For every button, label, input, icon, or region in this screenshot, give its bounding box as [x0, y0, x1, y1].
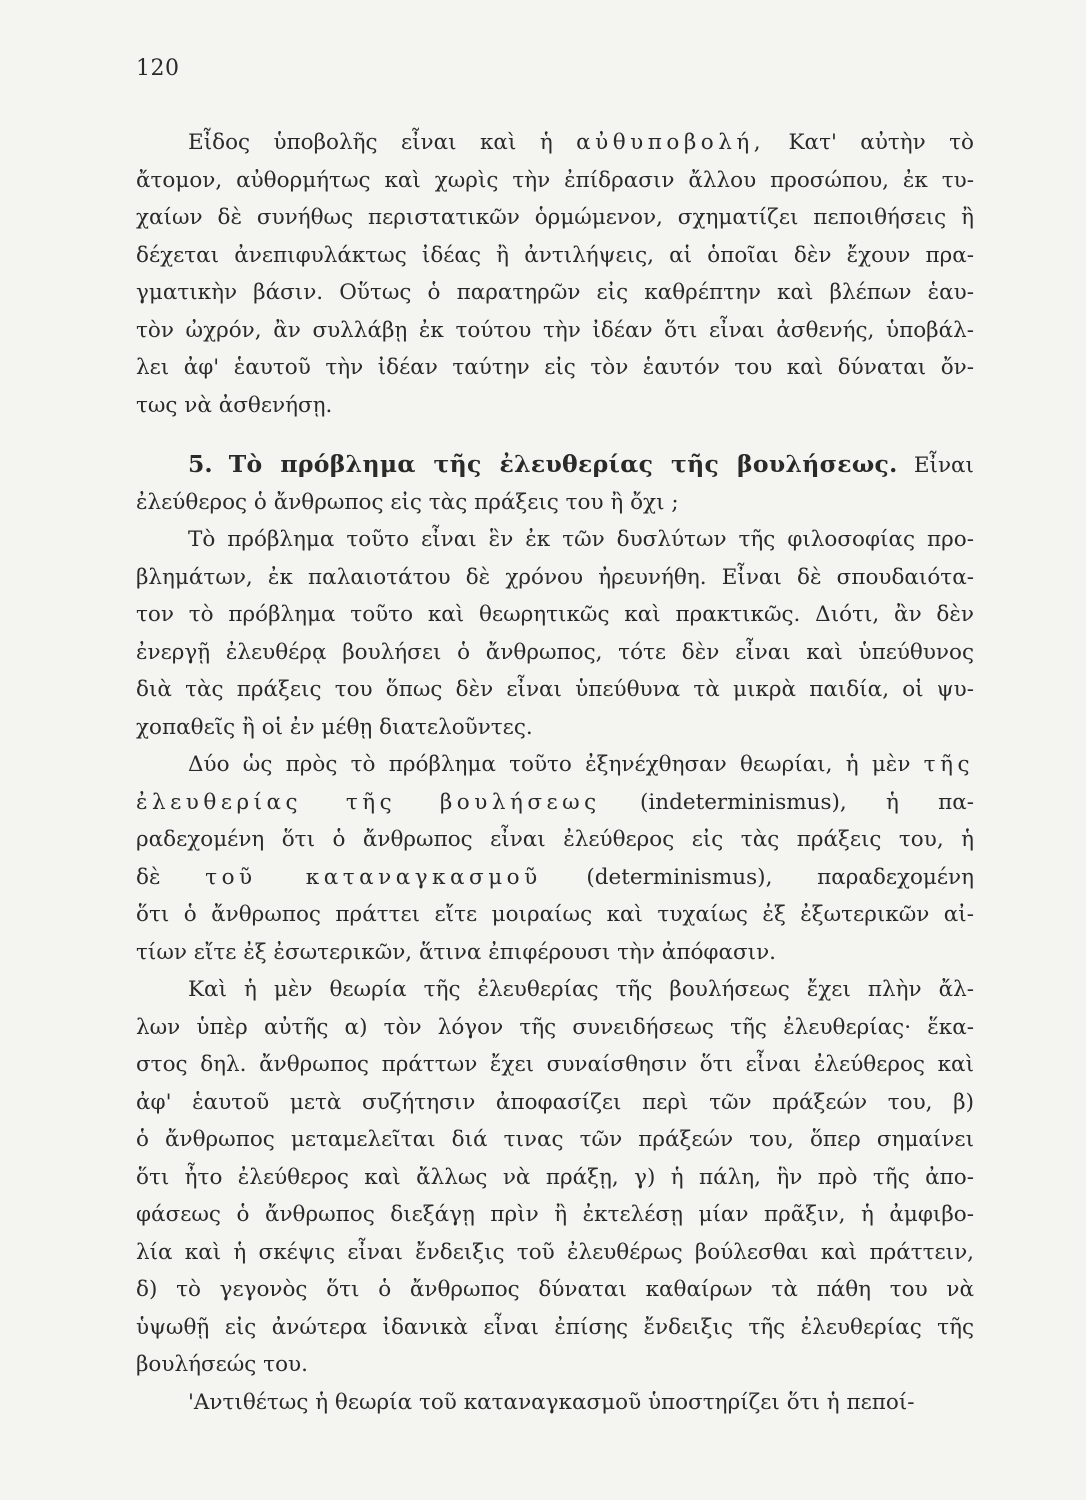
text-line: χαίων δὲ συνήθως περιστατικῶν ὁρμώμενον, σχηματίζει πεποιθήσεις ἢ: [136, 205, 974, 230]
text-segment: Εἶναι: [913, 453, 974, 478]
text-line: ραδεχομένη ὅτι ὁ ἄνθρωπος εἶναι ἐλεύθερος εἰς τὰς πράξεις του, ἡ: [136, 827, 974, 852]
text-line: φάσεως ὁ ἄνθρωπος διεξάγῃ πρὶν ἢ ἐκτελέσῃ μίαν πρᾶξιν, ἡ ἀμφιβο-: [136, 1202, 974, 1227]
section-heading-line: [136, 446, 974, 484]
text-line: Τὸ πρόβλημα τοῦτο εἶναι ἓν ἐκ τῶν δυσλύτων τῆς φιλοσοφίας προ-: [188, 527, 974, 552]
text-line: διὰ τὰς πράξεις του ὅπως δὲν εἶναι ὑπεύθυνα τὰ μικρὰ παιδία, οἱ ψυ-: [136, 677, 974, 702]
text-line: λει ἀφ' ἑαυτοῦ τὴν ἰδέαν ταύτην εἰς τὸν ἑαυτόν του καὶ δύναται ὄν-: [136, 355, 974, 380]
text-line: τίων εἴτε ἐξ ἐσωτερικῶν, ἅτινα ἐπιφέρουσι τὴν ἀπόφασιν.: [136, 939, 776, 965]
emphasized-term: τοῦ καταναγκασμοῦ: [205, 864, 542, 890]
text-line: λων ὑπὲρ αὐτῆς α) τὸν λόγον τῆς συνειδήσεως τῆς ἐλευθερίας· ἕκα-: [136, 1014, 974, 1040]
text-line: ἄτομον, αὐθορμήτως καὶ χωρὶς τὴν ἐπίδρασιν ἄλλου προσώπου, ἐκ τυ-: [136, 167, 974, 193]
text-line: τον τὸ πρόβλημα τοῦτο καὶ θεωρητικῶς καὶ πρακτικῶς. Διότι, ἂν δὲν: [136, 602, 974, 627]
emphasized-term: αὐθυποβολή,: [576, 130, 766, 155]
text-line: τὸν ὠχρόν, ἂν συλλάβῃ ἐκ τούτου τὴν ἰδέαν ὅτι εἶναι ἀσθενής, ὑποβάλ-: [136, 317, 974, 343]
text-line: [136, 784, 974, 822]
section-number: 5.: [188, 450, 213, 478]
emphasized-term: ἐλευθερίας τῆς βουλήσεως: [136, 789, 601, 815]
text-line: [136, 124, 974, 162]
body-text: [136, 124, 974, 1421]
text-segment: Εἶδος ὑποβολῆς εἶναι καὶ ἡ: [188, 130, 553, 155]
text-line: χοπαθεῖς ἢ οἱ ἐν μέθῃ διατελοῦντες.: [136, 714, 533, 740]
text-segment: Κατ' αὐτὴν τὸ: [788, 130, 974, 155]
text-line: στος δηλ. ἄνθρωπος πράττων ἔχει συναίσθησιν ὅτι εἶναι ἐλεύθερος καὶ: [136, 1052, 974, 1077]
text-line: Καὶ ἡ μὲν θεωρία τῆς ἐλευθερίας τῆς βουλήσεως ἔχει πλὴν ἄλ-: [188, 977, 974, 1002]
text-segment: δὲ: [136, 864, 161, 890]
page-number: 120: [136, 56, 180, 81]
text-line: ὑψωθῇ εἰς ἀνώτερα ἰδανικὰ εἶναι ἐπίσης ἔνδειξις τῆς ἐλευθερίας τῆς: [136, 1314, 974, 1340]
text-line: 'Αντιθέτως ἡ θεωρία τοῦ καταναγκασμοῦ ὑποστηρίζει ὅτι ἡ πεποί-: [188, 1389, 915, 1415]
text-line: ὅτι ὁ ἄνθρωπος πράττει εἴτε μοιραίως καὶ τυχαίως ἐξ ἐξωτερικῶν αἰ-: [136, 902, 974, 927]
text-segment: (determinismus), παραδεχομένη: [586, 864, 974, 890]
text-line: λία καὶ ἡ σκέψις εἶναι ἔνδειξις τοῦ ἐλευθέρως βούλεσθαι καὶ πράττειν,: [136, 1239, 974, 1265]
emphasized-term: τῆς: [923, 752, 974, 777]
text-line: ὁ ἄνθρωπος μεταμελεῖται διά τινας τῶν πράξεών του, ὅπερ σημαίνει: [136, 1127, 974, 1152]
text-line: τως νὰ ἀσθενήσῃ.: [136, 392, 333, 418]
text-line: ἀφ' ἑαυτοῦ μετὰ συζήτησιν ἀποφασίζει περὶ τῶν πράξεών του, β): [136, 1089, 974, 1115]
text-line: βλημάτων, ἐκ παλαιοτάτου δὲ χρόνου ἠρευνήθη. Εἶναι δὲ σπουδαιότα-: [136, 564, 974, 590]
section-title: Τὸ πρόβλημα τῆς ἐλευθερίας τῆς βουλήσεως.: [228, 450, 898, 478]
text-line: βουλήσεώς του.: [136, 1352, 308, 1377]
text-line: δ) τὸ γεγονὸς ὅτι ὁ ἄνθρωπος δύναται καθαίρων τὰ πάθη του νὰ: [136, 1277, 974, 1302]
text-segment: Δύο ὡς πρὸς τὸ πρόβλημα τοῦτο ἐξηνέχθησαν θεωρίαι, ἡ μὲν: [188, 752, 911, 777]
text-line: γματικὴν βάσιν. Οὕτως ὁ παρατηρῶν εἰς καθρέπτην καὶ βλέπων ἑαυ-: [136, 280, 974, 305]
paragraph-gap: [136, 424, 974, 446]
text-segment: (indeterminismus), ἡ πα-: [639, 789, 974, 815]
text-line: ἐνεργῇ ἐλευθέρᾳ βουλήσει ὁ ἄνθρωπος, τότε δὲν εἶναι καὶ ὑπεύθυνος: [136, 639, 974, 665]
text-line: [136, 746, 974, 784]
text-line: ἐλεύθερος ὁ ἄνθρωπος εἰς τὰς πράξεις του ἢ ὄχι ;: [136, 489, 679, 515]
text-line: δέχεται ἀνεπιφυλάκτως ἰδέας ἢ ἀντιλήψεις, αἱ ὁποῖαι δὲν ἔχουν πρα-: [136, 242, 974, 268]
text-line: ὅτι ἦτο ἐλεύθερος καὶ ἄλλως νὰ πράξῃ, γ) ἡ πάλη, ἣν πρὸ τῆς ἀπο-: [136, 1164, 974, 1190]
text-line: [136, 859, 974, 897]
